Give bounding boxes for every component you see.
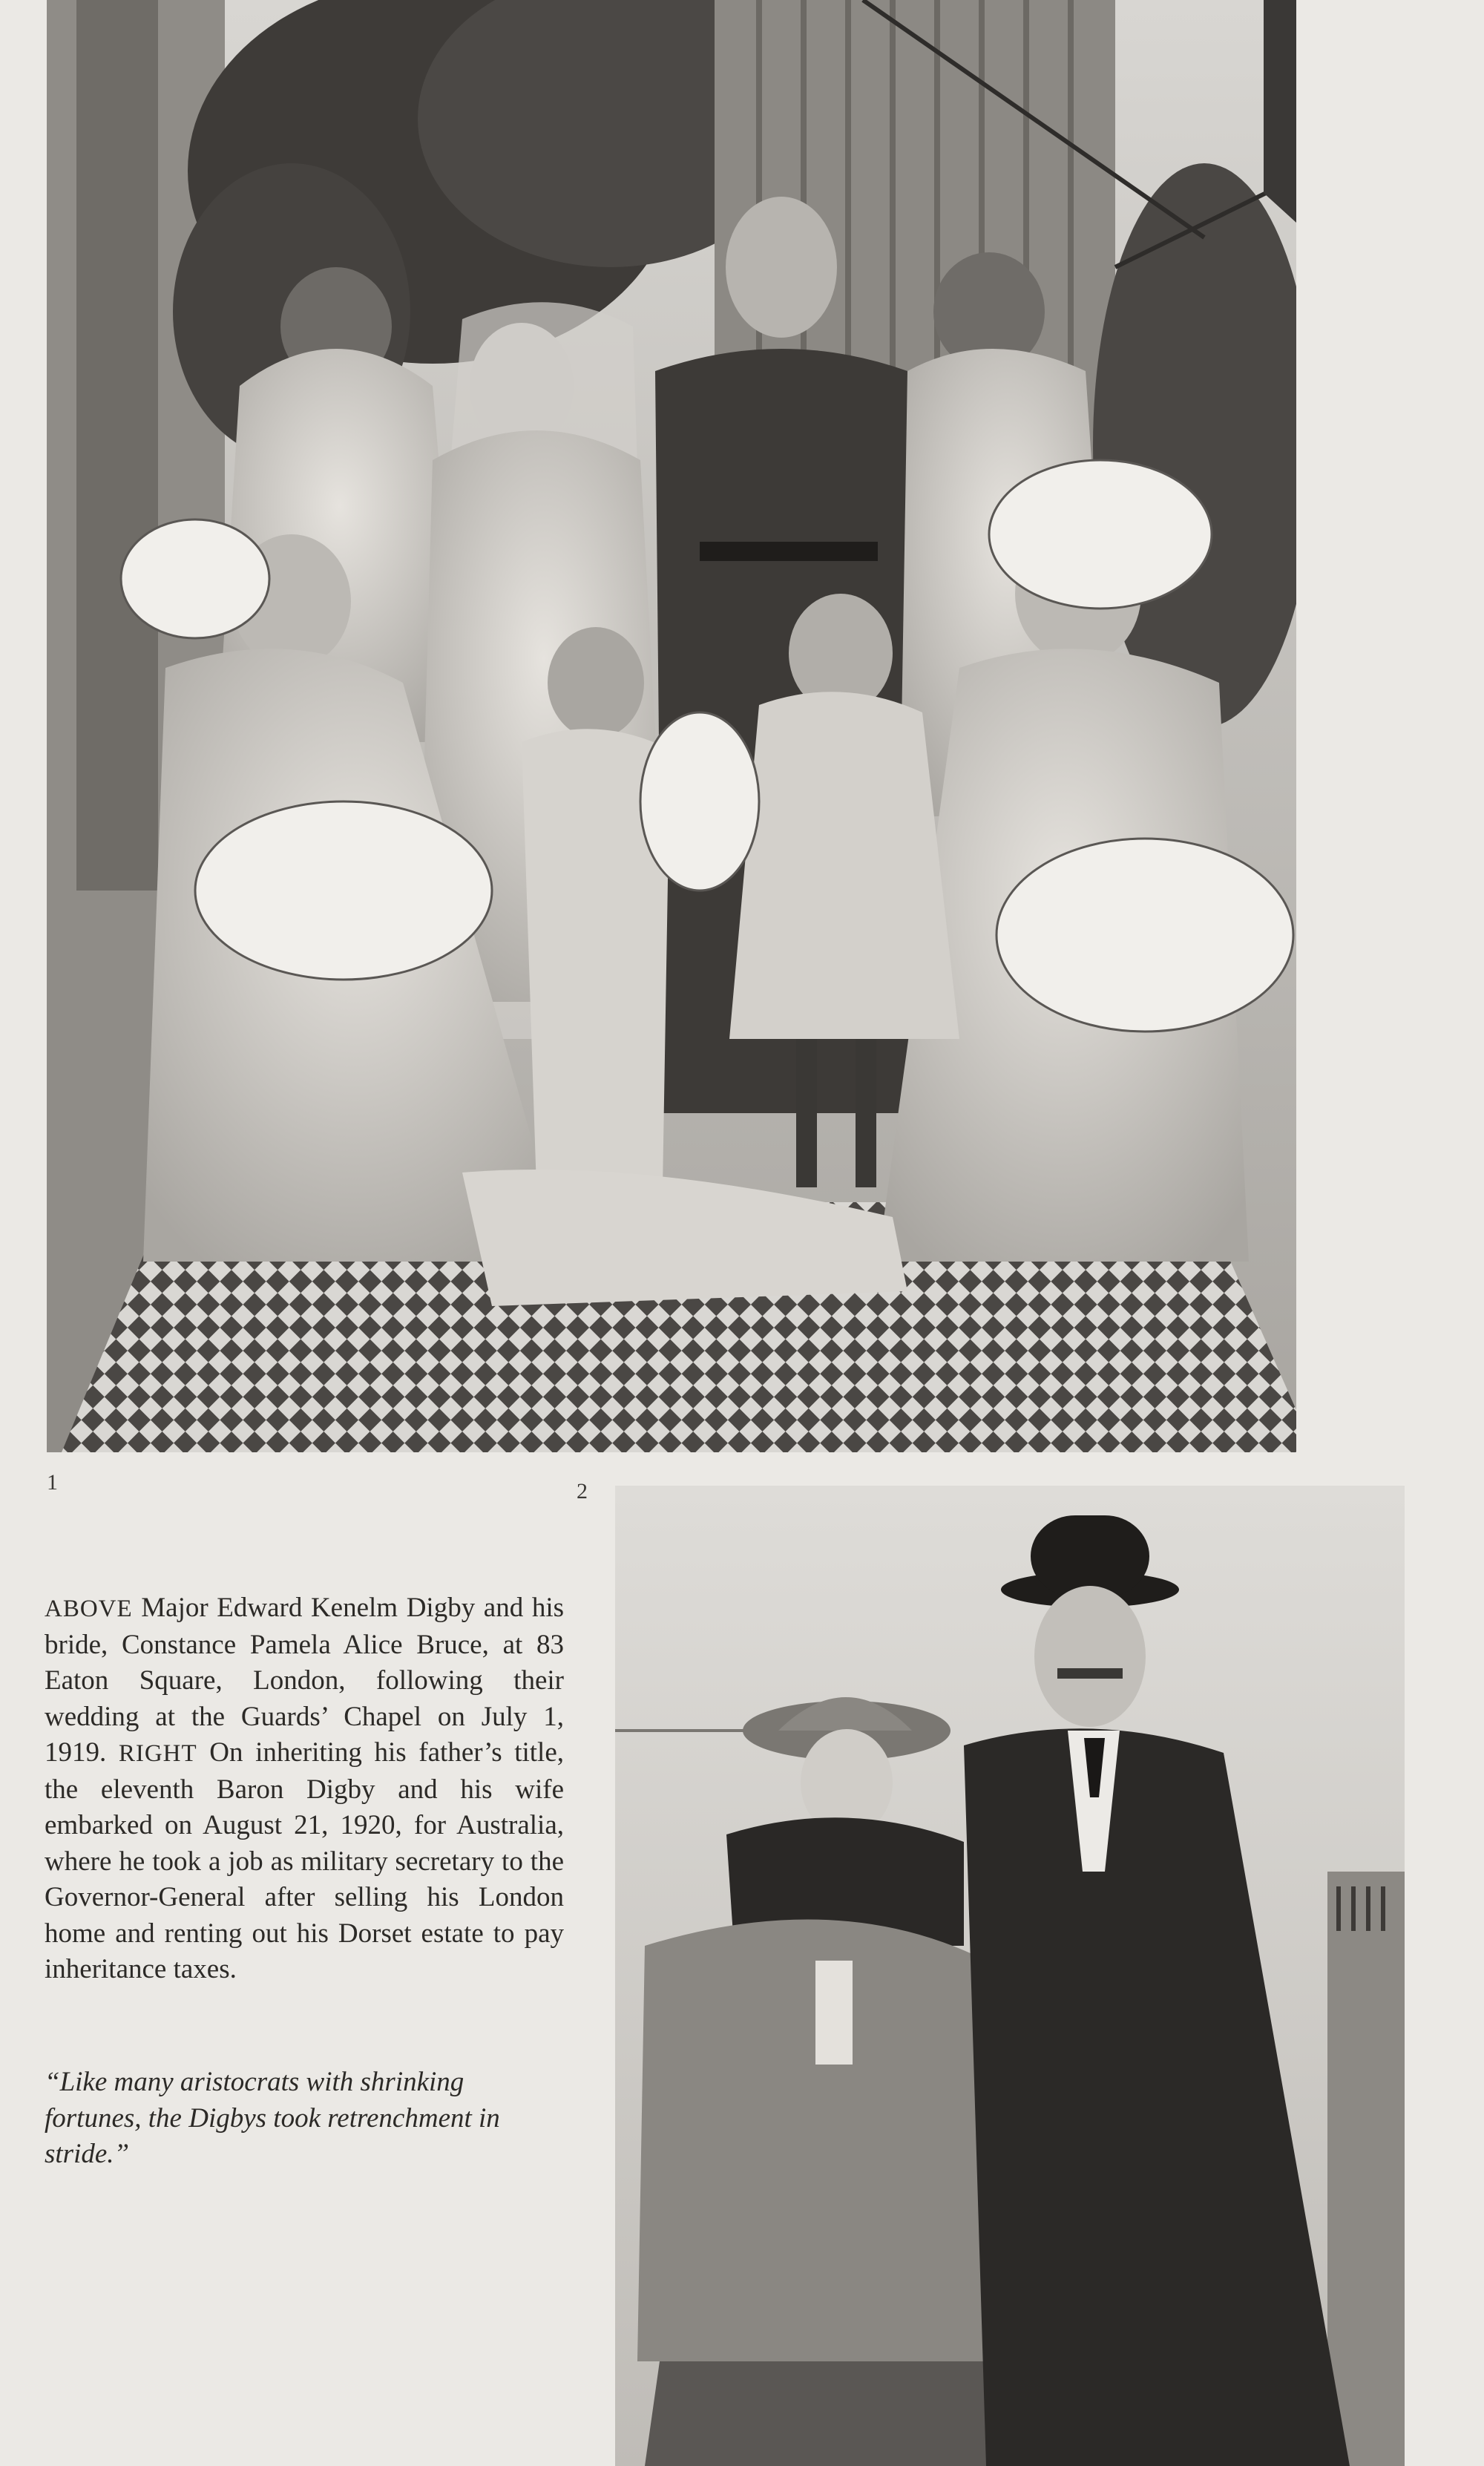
caption-text-2: On inheriting his father’s title, the eleventh Baron Digby and his wife embarked on August 21, 1920, for Australia, where he took a job as military secretary to the Governor-General after selling his London home and renting out his Dorset estate to pay inheritance taxes. <box>45 1737 564 1984</box>
caption-lead-right: RIGHT <box>118 1740 197 1767</box>
photo-caption <box>45 1590 564 1988</box>
wedding-photo-image <box>47 0 1296 1452</box>
figure-number-1: 1 <box>47 1470 58 1495</box>
caption-lead-above: ABOVE <box>45 1596 133 1622</box>
pull-quote: “Like many aristocrats with shrinking fortunes, the Digbys took retrenchment in stride.” <box>45 2067 500 2169</box>
figure-number-2: 2 <box>577 1479 588 1503</box>
couple-photo-image <box>615 1486 1405 2466</box>
couple-photo <box>615 1486 1405 2466</box>
caption-text-1: Major Edward Kenelm Digby and his bride, Constance Pamela Alice Bruce, at 83 Eaton Square, London, following their wedding at the Guards’ Chapel on July 1, 1919. <box>45 1593 564 1768</box>
wedding-photo <box>47 0 1296 1452</box>
